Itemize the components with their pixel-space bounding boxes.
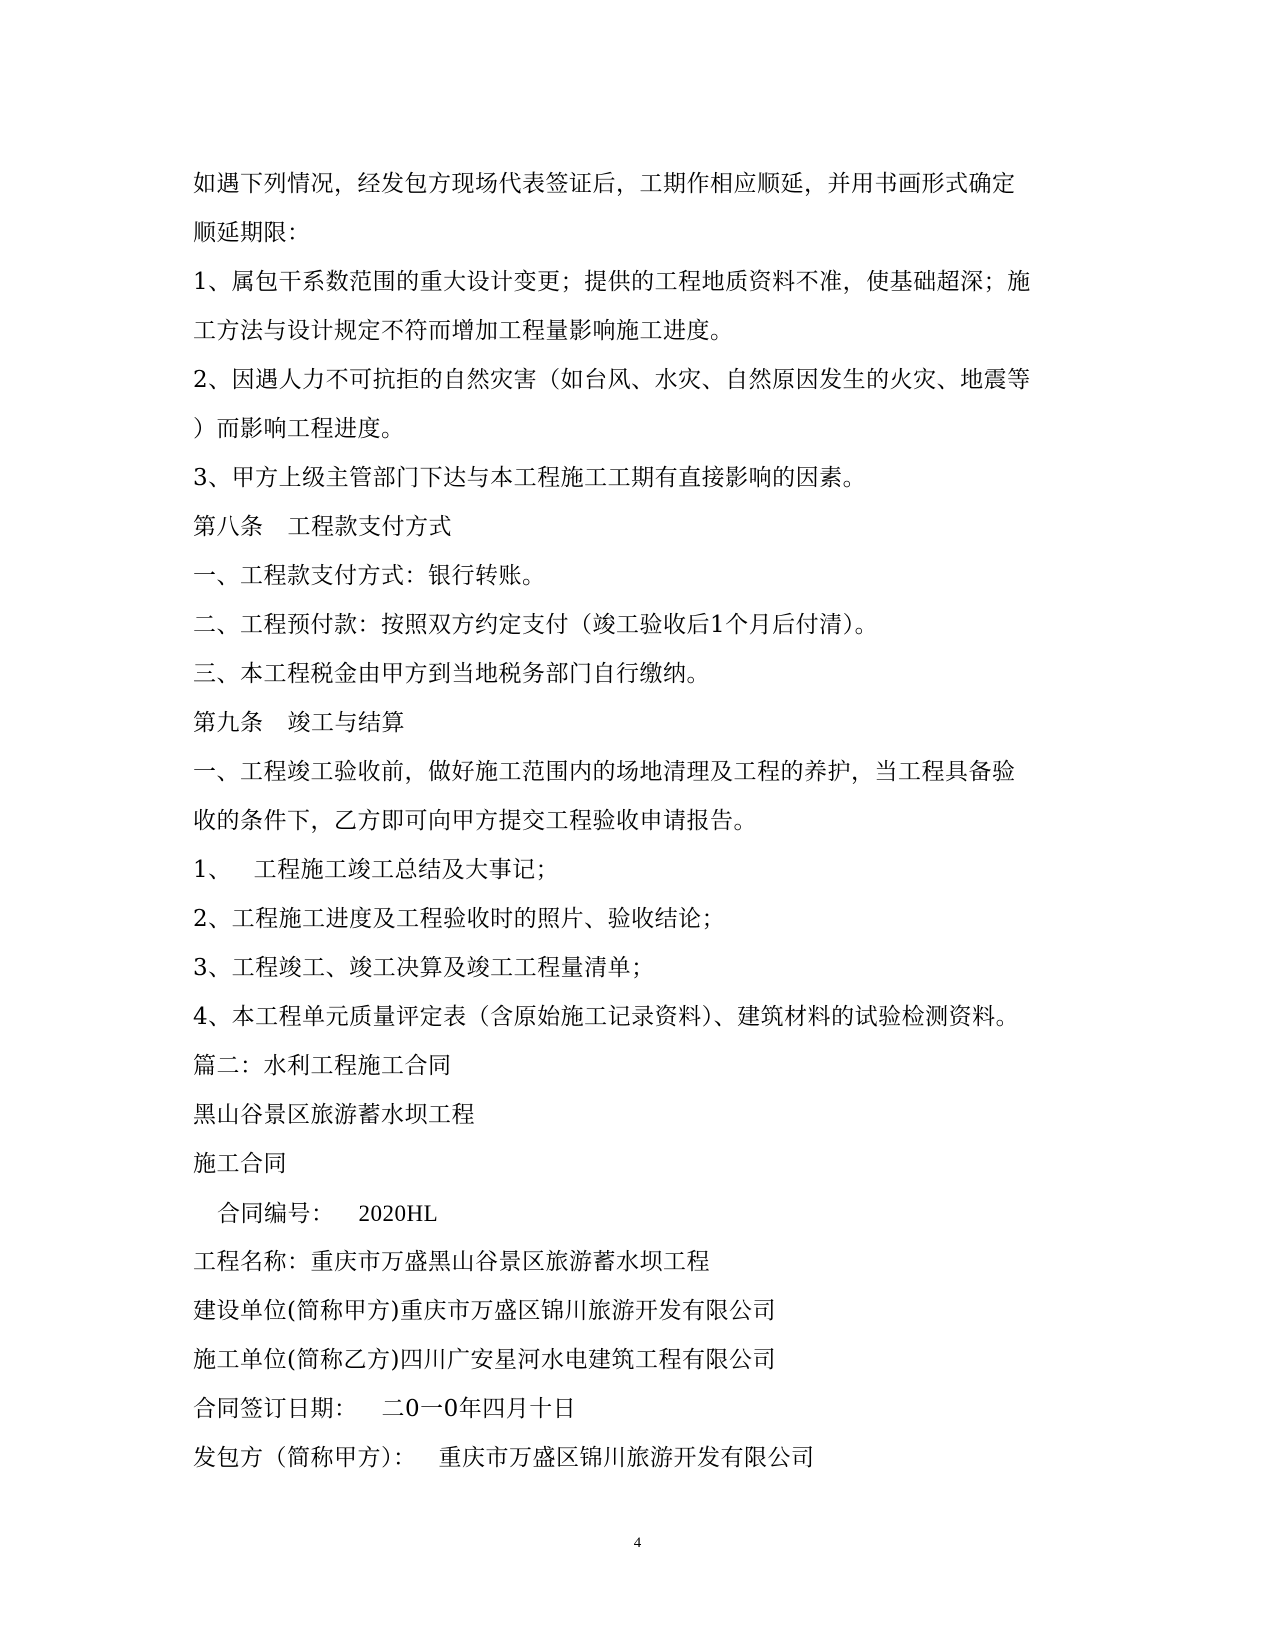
contract-number [193, 1189, 1083, 1238]
employer [193, 1434, 1083, 1483]
contract-number-label: 合同编号： [217, 1201, 335, 1227]
list-number: 3、 [193, 955, 232, 981]
list-number: 1、 [193, 857, 232, 883]
article-heading [193, 503, 1083, 552]
article-heading [193, 699, 1083, 748]
section-heading: 篇二：水利工程施工合同 [193, 1053, 452, 1079]
article-label: 第八条 [193, 514, 264, 540]
list-item: 3、甲方上级主管部门下达与本工程施工工期有直接影响的因素。 [193, 465, 867, 491]
list-item: 2、因遇人力不可抗拒的自然灾害（如台风、水灾、自然原因发生的火灾、地震等 [193, 367, 1031, 393]
list-item: 1、属包干系数范围的重大设计变更；提供的工程地质资料不准，使基础超深；施 [193, 269, 1031, 295]
list-number: 2、 [193, 906, 232, 932]
project-line: 黑山谷景区旅游蓄水坝工程 [193, 1102, 475, 1128]
page-content [193, 160, 1083, 1483]
article-title: 工程款支付方式 [287, 514, 452, 540]
list-text: 工程施工竣工总结及大事记； [253, 857, 560, 883]
list-item [193, 895, 1083, 944]
page-number: 4 [633, 1535, 642, 1551]
list-text: 本工程单元质量评定表（含原始施工记录资料）、建筑材料的试验检测资料。 [231, 1004, 1020, 1030]
list-item [193, 846, 1083, 895]
list-text: 工程竣工、竣工决算及竣工工程量清单； [231, 955, 655, 981]
list-item [193, 944, 1083, 993]
contract-number-value: 2020HL [358, 1201, 439, 1226]
article-label: 第九条 [193, 710, 264, 736]
list-item: 三、本工程税金由甲方到当地税务部门自行缴纳。 [193, 661, 710, 687]
paragraph-line: 顺延期限： [193, 220, 311, 246]
article-title: 竣工与结算 [287, 710, 405, 736]
paragraph-line: ）而影响工程进度。 [193, 416, 405, 442]
paragraph-line: 收的条件下，乙方即可向甲方提交工程验收申请报告。 [193, 808, 757, 834]
list-item: 一、工程款支付方式：银行转账。 [193, 563, 546, 589]
document-title: 施工合同 [193, 1151, 287, 1177]
sign-date [193, 1385, 1083, 1434]
builder-unit: 建设单位(简称甲方)重庆市万盛区锦川旅游开发有限公司 [193, 1298, 776, 1324]
paragraph-line: 工方法与设计规定不符而增加工程量影响施工进度。 [193, 318, 734, 344]
paragraph-line: 一、工程竣工验收前，做好施工范围内的场地清理及工程的养护，当工程具备验 [193, 759, 1016, 785]
employer-value: 重庆市万盛区锦川旅游开发有限公司 [438, 1445, 815, 1471]
list-number: 4、 [193, 1004, 232, 1030]
sign-date-value: 二0一0年四月十日 [381, 1396, 577, 1422]
paragraph-line: 如遇下列情况，经发包方现场代表签证后，工期作相应顺延，并用书画形式确定 [193, 171, 1016, 197]
sign-date-label: 合同签订日期： [193, 1396, 358, 1422]
list-item [193, 993, 1083, 1042]
list-item: 二、工程预付款：按照双方约定支付（竣工验收后1个月后付清）。 [193, 612, 879, 638]
employer-label: 发包方（简称甲方）： [193, 1445, 417, 1471]
list-text: 工程施工进度及工程验收时的照片、验收结论； [231, 906, 726, 932]
contractor-unit: 施工单位(简称乙方)四川广安星河水电建筑工程有限公司 [193, 1347, 776, 1373]
project-name: 工程名称：重庆市万盛黑山谷景区旅游蓄水坝工程 [193, 1249, 710, 1275]
